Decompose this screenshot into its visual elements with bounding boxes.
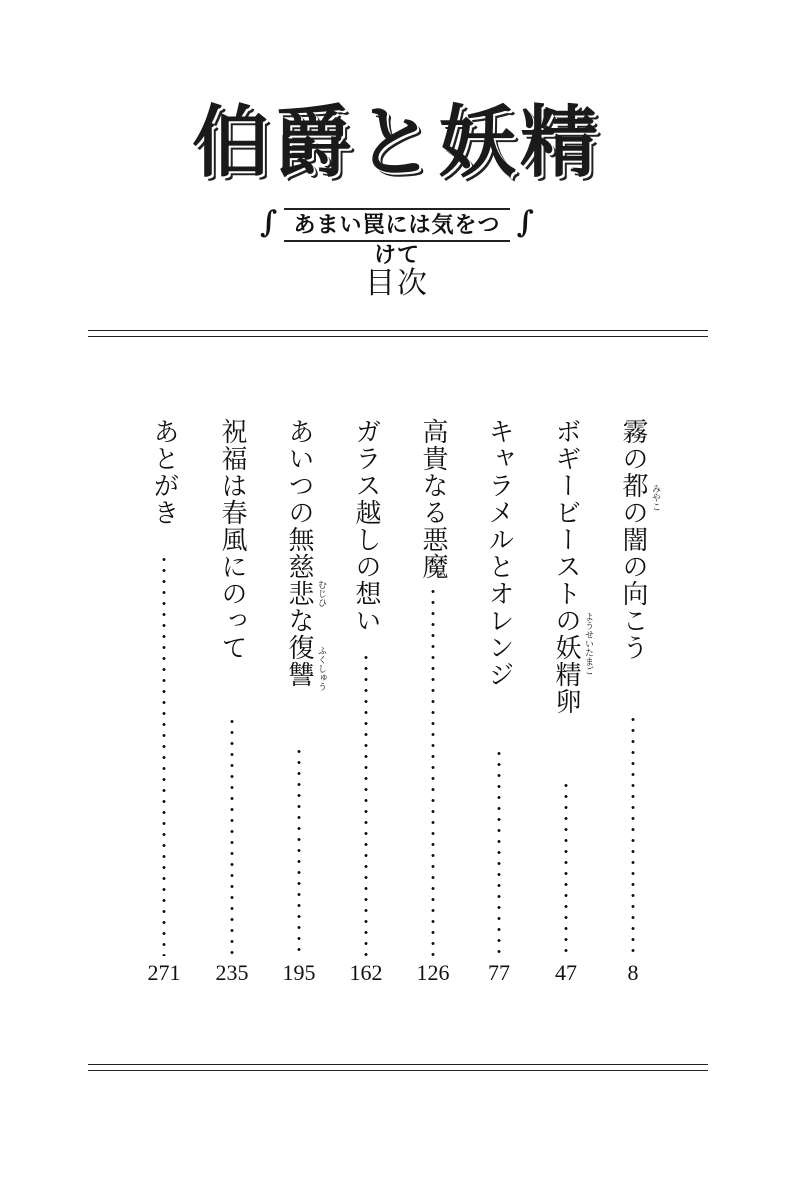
toc-entry-leader	[364, 652, 368, 956]
scroll-left-ornament-icon: ∫	[260, 205, 278, 240]
toc-entry[interactable]	[483, 418, 515, 986]
bottom-rule	[88, 1064, 708, 1065]
toc-entry[interactable]	[350, 418, 382, 986]
toc-entry[interactable]	[417, 418, 449, 986]
toc-entry-ruby: ふくしゅう	[316, 646, 326, 691]
toc-entry-page: 47	[555, 960, 577, 985]
bottom-rule-inner	[88, 1070, 708, 1071]
toc-entry-page: 8	[627, 960, 639, 985]
toc-entry-title: 祝福は春風にのって	[217, 418, 247, 661]
toc-entry-page: 162	[349, 960, 383, 985]
top-rule	[88, 330, 708, 331]
toc-entry-leader	[564, 780, 568, 956]
toc-entry-title: ボギービーストの妖精卵	[551, 418, 581, 715]
toc-entry-page: 271	[147, 960, 181, 985]
book-title: 伯爵と妖精	[191, 97, 602, 188]
toc-entry-leader	[497, 748, 501, 956]
top-rule-inner	[88, 336, 708, 337]
toc-entry-leader	[297, 746, 301, 956]
toc-entry-page: 126	[416, 960, 450, 985]
toc-entry-ruby: ようせいたまご	[583, 612, 593, 675]
toc-entry-page: 195	[282, 960, 316, 985]
toc-entry-title: キャラメルとオレンジ	[484, 418, 514, 688]
book-subtitle: あまい罠には気をつけて	[284, 208, 510, 242]
toc-entry[interactable]	[148, 418, 180, 986]
toc-heading: 目次	[365, 266, 429, 301]
toc-entry-title: 高貴なる悪魔	[418, 418, 448, 580]
toc-entry-page: 235	[215, 960, 249, 985]
toc-entry-title: 霧の都の闇の向こう	[618, 418, 648, 661]
toc-entry[interactable]	[282, 418, 326, 986]
scroll-right-ornament-icon: ∫	[516, 205, 534, 240]
toc-entry-leader	[230, 716, 234, 956]
toc-entry-ruby: みやこ	[650, 484, 660, 511]
subtitle-banner	[260, 204, 534, 268]
toc-entry[interactable]	[550, 418, 593, 986]
toc-entry-title: ガラス越しの想い	[351, 418, 381, 634]
toc-entry-ruby: むじひ	[316, 580, 326, 607]
toc-entry-leader	[431, 586, 435, 956]
toc-entry[interactable]	[617, 418, 660, 986]
toc-entry-leader	[631, 714, 635, 956]
toc-entry-title: あとがき	[149, 418, 179, 526]
toc-entry-leader	[162, 554, 166, 956]
toc-entry[interactable]	[216, 418, 248, 986]
toc-entry-title: あいつの無慈悲な復讐	[284, 418, 314, 688]
toc-entry-page: 77	[488, 960, 510, 985]
